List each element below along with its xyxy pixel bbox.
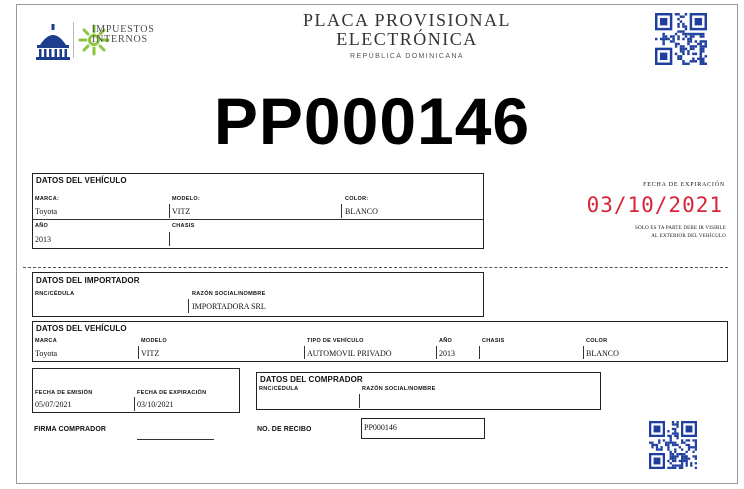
qr-code-icon <box>655 13 707 65</box>
tipo-value-bottom: AUTOMOVIL PRIVADO <box>307 349 392 358</box>
modelo-label-bottom: MODELO <box>141 338 167 344</box>
importer-razon-label: RAZÓN SOCIAL/NOMBRE <box>192 291 266 297</box>
firma-label: FIRMA COMPRADOR <box>34 426 107 433</box>
recibo-label: NO. DE RECIBO <box>257 426 312 433</box>
field-divider <box>304 346 305 359</box>
visibility-note-line2: AL EXTERIOR DEL VEHÍCULO <box>651 234 726 239</box>
agency-name <box>92 25 155 44</box>
buyer-rnc-label: RNC/CÉDULA <box>259 386 299 392</box>
marca-value-bottom: Toyota <box>35 349 58 358</box>
agency-name-line2: INTERNOS <box>92 33 148 45</box>
tipo-label-bottom: TIPO DE VEHÍCULO <box>307 338 364 344</box>
visibility-note <box>560 225 726 241</box>
color-value-bottom: BLANCO <box>586 349 619 358</box>
expiracion-label: FECHA DE EXPIRACIÓN <box>137 390 207 396</box>
chasis-label-bottom: CHASIS <box>482 338 505 344</box>
buyer-section-title: DATOS DEL COMPRADOR <box>260 375 363 384</box>
importer-rnc-label: RNC/CÉDULA <box>35 291 75 297</box>
signature-line <box>137 439 214 440</box>
vehicle-section-title-bottom: DATOS DEL VEHÍCULO <box>36 324 127 333</box>
field-divider <box>436 346 437 359</box>
expiration-label: FECHA DE EXPIRACIÓN <box>643 182 725 188</box>
document-title-line1: PLACA PROVISIONAL <box>302 10 512 30</box>
field-divider <box>583 346 584 359</box>
document-title-line2: ELECTRÓNICA <box>336 29 478 49</box>
field-divider <box>169 232 170 246</box>
field-divider <box>188 299 189 313</box>
field-divider <box>341 204 342 218</box>
color-value-top: BLANCO <box>345 207 378 216</box>
field-divider <box>359 394 360 408</box>
modelo-label-top: MODELO: <box>172 196 201 202</box>
expiration-date: 03/10/2021 <box>586 193 723 217</box>
vehicle-section-title-top: DATOS DEL VEHÍCULO <box>36 176 127 185</box>
recibo-value: PP000146 <box>364 423 397 432</box>
logo-divider <box>73 22 74 58</box>
anio-value-bottom: 2013 <box>439 349 455 358</box>
expiracion-value: 03/10/2021 <box>137 400 174 409</box>
marca-value-top: Toyota <box>35 207 58 216</box>
modelo-value-bottom: VITZ <box>141 349 160 358</box>
qr-code-icon <box>649 421 697 469</box>
field-divider <box>134 397 135 411</box>
color-label-top: COLOR: <box>345 196 369 202</box>
anio-label-bottom: AÑO <box>439 338 453 344</box>
chasis-label-top: CHASIS <box>172 223 195 229</box>
color-label-bottom: COLOR <box>586 338 608 344</box>
importer-razon-value: IMPORTADORA SRL <box>192 302 266 311</box>
modelo-value-top: VITZ <box>172 207 191 216</box>
marca-label-bottom: MARCA <box>35 338 57 344</box>
emision-value: 05/07/2021 <box>35 400 72 409</box>
marca-label-top: MARCA: <box>35 196 60 202</box>
importer-section-title: DATOS DEL IMPORTADOR <box>36 276 140 285</box>
field-divider <box>138 346 139 359</box>
agency-name-line1: IMPUESTOS <box>92 24 155 35</box>
emision-label: FECHA DE EMISIÓN <box>35 390 93 396</box>
visibility-note-line1: SOLO ES TA PARTE DEBE IR VISIBLE <box>635 226 726 231</box>
document-title <box>262 11 552 49</box>
anio-value-top: 2013 <box>35 235 51 244</box>
field-divider <box>479 346 480 359</box>
anio-label-top: AÑO <box>35 223 49 229</box>
country-subtitle: REPÚBLICA DOMINICANA <box>350 53 464 60</box>
plate-number: PP000146 <box>213 84 531 158</box>
buyer-razon-label: RAZÓN SOCIAL/NOMBRE <box>362 386 436 392</box>
row-divider <box>33 219 483 220</box>
cut-line <box>23 267 728 268</box>
field-divider <box>169 204 170 218</box>
coat-of-arms-icon <box>35 23 71 61</box>
